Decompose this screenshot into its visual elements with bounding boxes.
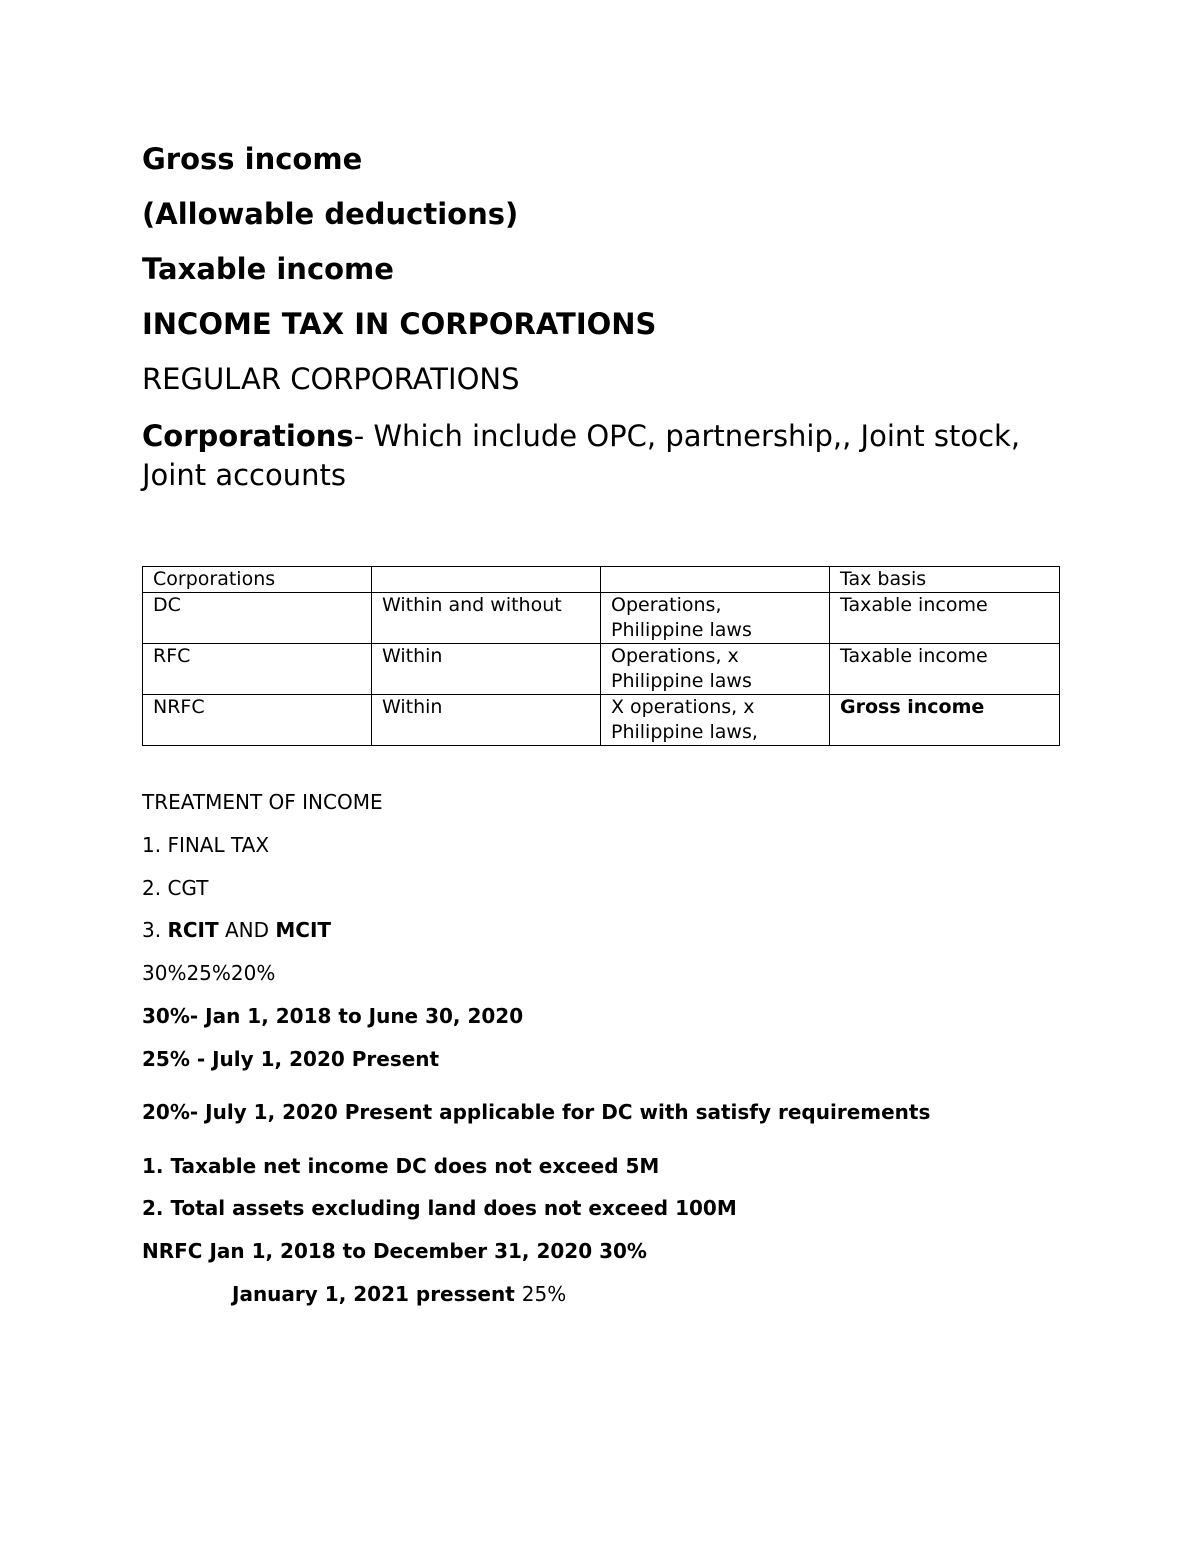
heading-regular-corporations: REGULAR CORPORATIONS [142, 362, 520, 396]
corporations-paragraph [142, 417, 1042, 495]
table-header-cell: Corporations [143, 567, 372, 593]
table-header-row [143, 567, 1060, 593]
tax-rates: 30%25%20% [142, 961, 276, 985]
requirement-total-assets: 2. Total assets excluding land does not exceed 100M [142, 1196, 737, 1220]
table-row [143, 695, 1060, 746]
nrfc-rate-present [232, 1282, 566, 1306]
table-cell: Operations, Philippine laws [601, 593, 830, 644]
heading-taxable-income: Taxable income [142, 252, 394, 286]
heading-allowable-deductions: (Allowable deductions) [142, 197, 519, 231]
table-cell: Taxable income [830, 593, 1060, 644]
mcit-label: MCIT [275, 918, 332, 942]
table-cell: Operations, x Philippine laws [601, 644, 830, 695]
rcit-mcit-prefix: 3. [142, 918, 168, 942]
rate-20-period: 20%- July 1, 2020 Present applicable for DC with satisfy requirements [142, 1100, 931, 1124]
treatment-item-final-tax: 1. FINAL TAX [142, 833, 270, 857]
treatment-item-cgt: 2. CGT [142, 876, 209, 900]
treatment-item-rcit-mcit [142, 918, 331, 942]
treatment-title: TREATMENT OF INCOME [142, 790, 383, 814]
rate-30-period: 30%- Jan 1, 2018 to June 30, 2020 [142, 1004, 524, 1028]
nrfc-rate-period: NRFC Jan 1, 2018 to December 31, 2020 30% [142, 1239, 647, 1263]
rcit-label: RCIT [167, 918, 219, 942]
requirement-taxable-net-income: 1. Taxable net income DC does not exceed 5M [142, 1154, 660, 1178]
table-header-cell [372, 567, 601, 593]
corporations-definition: - Which include OPC, partnership,, Joint stock, Joint accounts [142, 419, 1021, 492]
heading-gross-income: Gross income [142, 142, 363, 176]
table-cell: Taxable income [830, 644, 1060, 695]
table-header-cell: Tax basis [830, 567, 1060, 593]
table-row [143, 644, 1060, 695]
table-cell: NRFC [143, 695, 372, 746]
table-cell: Within [372, 644, 601, 695]
table-header-cell [601, 567, 830, 593]
table-row [143, 593, 1060, 644]
nrfc-present-rate: 25% [521, 1282, 567, 1306]
table-cell: Gross income [830, 695, 1060, 746]
heading-income-tax-corporations: INCOME TAX IN CORPORATIONS [142, 307, 657, 341]
table-cell: RFC [143, 644, 372, 695]
rate-25-period: 25% - July 1, 2020 Present [142, 1047, 440, 1071]
table-cell: X operations, x Philippine laws, [601, 695, 830, 746]
corporations-term: Corporations [142, 419, 354, 453]
corporations-table [142, 566, 1060, 746]
rcit-mcit-and: AND [218, 918, 276, 942]
nrfc-present-text: January 1, 2021 pressent [232, 1282, 522, 1306]
table-cell: Within and without [372, 593, 601, 644]
table-cell: DC [143, 593, 372, 644]
table-cell: Within [372, 695, 601, 746]
